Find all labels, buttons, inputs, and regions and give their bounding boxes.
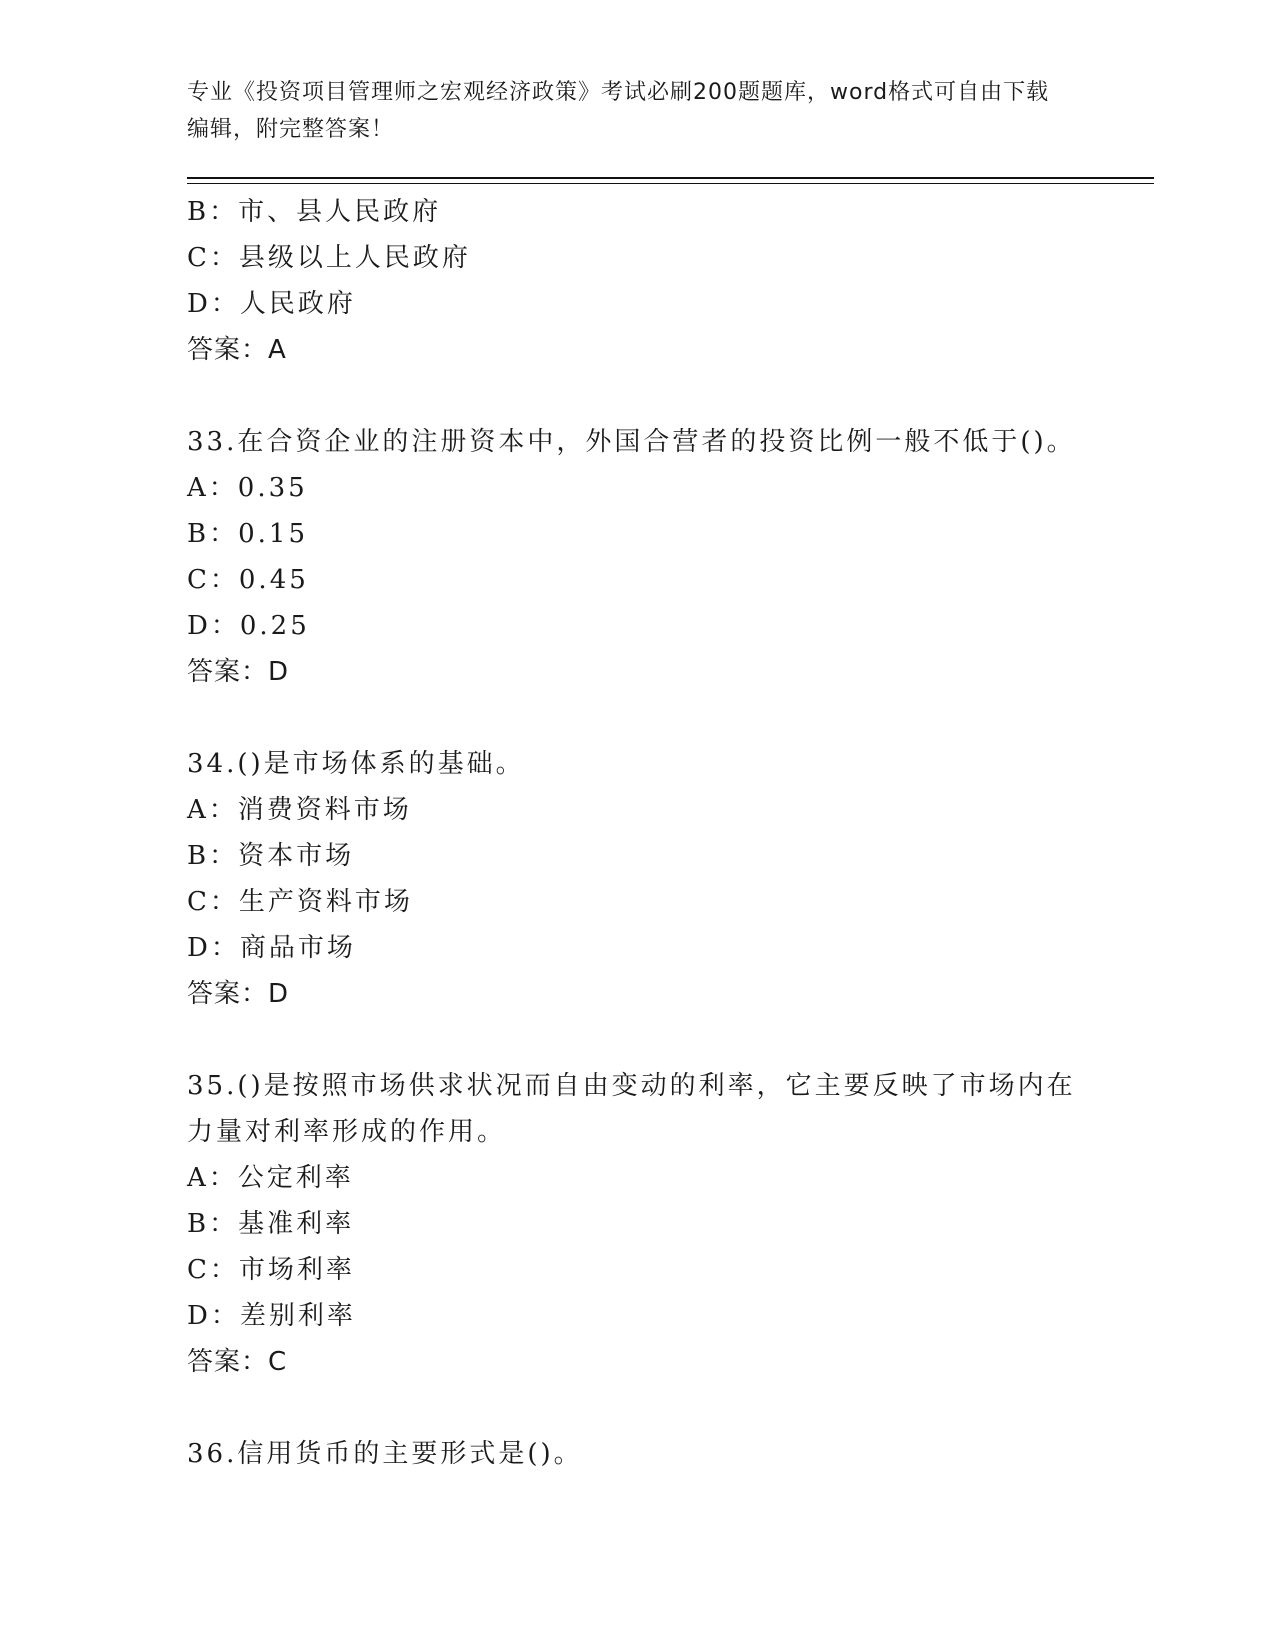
answer-line: 答案：D	[187, 657, 290, 687]
option-b: B：基准利率	[187, 1209, 355, 1239]
option-b: B：市、县人民政府	[187, 197, 442, 227]
option-d: D：差别利率	[187, 1301, 356, 1331]
question-block	[187, 741, 1087, 1017]
header-rule-thick	[187, 177, 1154, 179]
option-d: D：人民政府	[187, 289, 356, 319]
option-a: A：0.35	[187, 473, 308, 503]
option-c: C：县级以上人民政府	[187, 243, 471, 273]
question-text: 33.在合资企业的注册资本中，外国合营者的投资比例一般不低于()。	[187, 427, 1076, 457]
option-c: C：0.45	[187, 565, 309, 595]
question-text: 36.信用货币的主要形式是()。	[187, 1439, 583, 1469]
option-c: C：市场利率	[187, 1255, 355, 1285]
option-d: D：商品市场	[187, 933, 356, 963]
option-b: B：资本市场	[187, 841, 355, 871]
question-block	[187, 1063, 1087, 1385]
question-list	[187, 189, 1087, 1477]
question-text: 35.()是按照市场供求状况而自由变动的利率，它主要反映了市场内在力量对利率形成的作用。	[187, 1071, 1076, 1147]
answer-line: 答案：D	[187, 979, 290, 1009]
option-a: A：公定利率	[187, 1163, 354, 1193]
option-d: D：0.25	[187, 611, 310, 641]
question-block	[187, 1431, 1087, 1477]
answer-line: 答案：C	[187, 1347, 288, 1377]
question-block	[187, 189, 1087, 373]
answer-line: 答案：A	[187, 335, 287, 365]
option-b: B：0.15	[187, 519, 308, 549]
question-block	[187, 419, 1087, 695]
option-a: A：消费资料市场	[187, 795, 412, 825]
header-rule-thin	[187, 183, 1154, 184]
page-header: 专业《投资项目管理师之宏观经济政策》考试必刷200题题库，word格式可自由下载编辑，附完整答案！	[187, 80, 1050, 142]
option-c: C：生产资料市场	[187, 887, 413, 917]
question-text: 34.()是市场体系的基础。	[187, 749, 525, 779]
